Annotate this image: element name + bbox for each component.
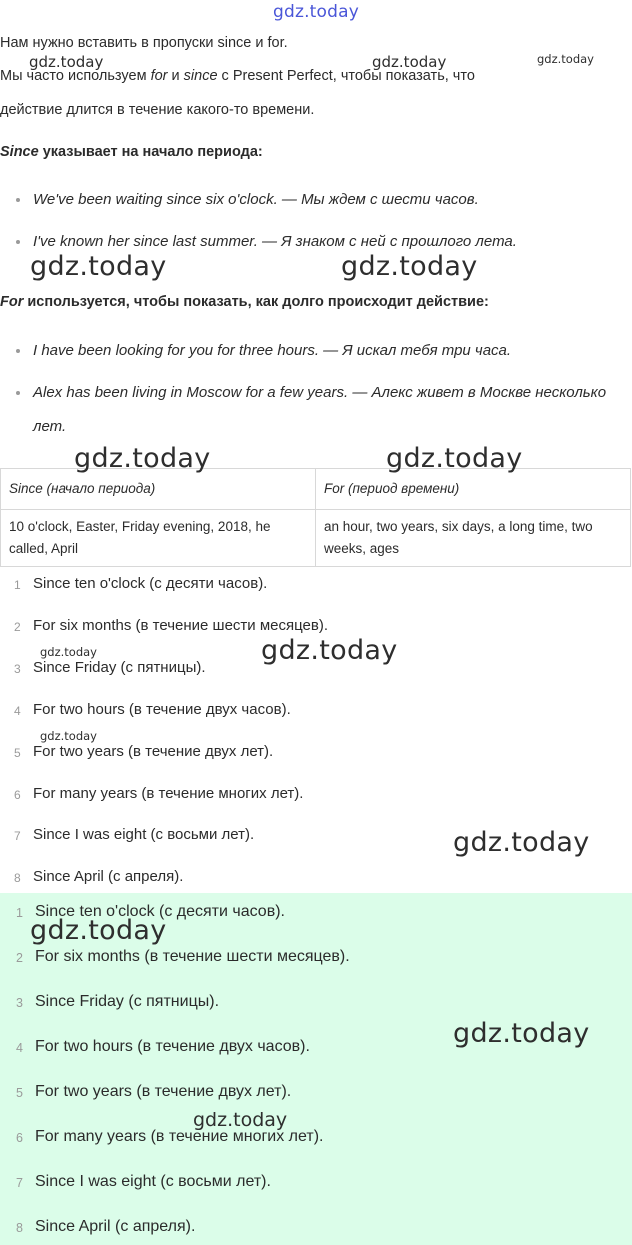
table-header-for: For (период времени): [316, 469, 631, 510]
watermark: gdz.today: [453, 827, 590, 858]
item-number: 5: [14, 746, 21, 760]
watermark: gdz.today: [453, 1018, 590, 1049]
watermark: gdz.today: [30, 915, 167, 946]
table-header-row: [1, 469, 631, 510]
item-text: For six months (в течение шести месяцев).: [35, 948, 350, 965]
since-keyword: Since: [0, 144, 39, 160]
intro-since-word: since: [183, 68, 218, 84]
item-text: For two years (в течение двух лет).: [33, 743, 274, 760]
intro-line-2: [0, 66, 475, 86]
since-example-2-text: I've known her since last summer. — Я знаком с ней с прошлого лета.: [33, 233, 517, 250]
item-text: Since April (с апреля).: [35, 1218, 196, 1235]
item-number: 4: [14, 704, 21, 718]
item-text: Since April (с апреля).: [33, 868, 184, 885]
item-text: For six months (в течение шести месяцев).: [33, 617, 328, 634]
watermark: gdz.today: [74, 443, 211, 474]
watermark: gdz.today: [386, 443, 523, 474]
item-text: For two hours (в течение двух часов).: [33, 701, 291, 718]
bullet-dot: [16, 349, 20, 353]
intro-and: и: [167, 68, 184, 84]
intro-line-2-end: с Present Perfect, чтобы показать, что: [217, 68, 475, 84]
item-text: For two years (в течение двух лет).: [35, 1083, 292, 1100]
item-text: Since ten o'clock (с десяти часов).: [33, 575, 268, 592]
item-text: Since ten o'clock (с десяти часов).: [35, 903, 285, 920]
item-number: 2: [16, 951, 23, 965]
since-heading: [0, 142, 263, 162]
item-number: 1: [16, 906, 23, 920]
for-keyword: For: [0, 294, 24, 310]
watermark: gdz.today: [372, 53, 447, 71]
item-number: 1: [14, 578, 21, 592]
bullet-dot: [16, 391, 20, 395]
table-row: [1, 510, 631, 567]
watermark: gdz.today: [40, 729, 97, 743]
item-number: 7: [14, 829, 21, 843]
for-example-2-text: Alex has been living in Moscow for a few years. — Алекс живет в Москве несколько лет.: [33, 384, 607, 435]
for-example-1-text: I have been looking for you for three hours. — Я искал тебя три часа.: [33, 342, 512, 359]
item-number: 2: [14, 620, 21, 634]
table-cell-since: 10 o'clock, Easter, Friday evening, 2018, he called, April: [1, 510, 316, 567]
for-heading: [0, 292, 489, 312]
table-cell-for: an hour, two years, six days, a long time, two weeks, ages: [316, 510, 631, 567]
watermark: gdz.today: [341, 251, 478, 282]
item-text: Since Friday (с пятницы).: [33, 659, 206, 676]
item-number: 3: [16, 996, 23, 1010]
intro-line-1: Нам нужно вставить в пропуски since и for.: [0, 35, 288, 51]
watermark: gdz.today: [40, 645, 97, 659]
item-number: 3: [14, 662, 21, 676]
item-text: Since I was eight (с восьми лет).: [35, 1173, 271, 1190]
item-number: 8: [16, 1221, 23, 1235]
watermark: gdz.today: [261, 635, 398, 666]
intro-line-2-start: Мы часто используем: [0, 68, 151, 84]
item-text: For two hours (в течение двух часов).: [35, 1038, 310, 1055]
item-number: 6: [14, 788, 21, 802]
watermark: gdz.today: [193, 1109, 288, 1131]
since-for-table: [0, 468, 631, 567]
since-heading-text: указывает на начало периода:: [38, 144, 263, 160]
bullet-dot: [16, 240, 20, 244]
item-text: Since Friday (с пятницы).: [35, 993, 220, 1010]
item-text: Since I was eight (с восьми лет).: [33, 826, 255, 843]
site-logo[interactable]: gdz.today: [272, 2, 360, 22]
item-number: 4: [16, 1041, 23, 1055]
item-number: 8: [14, 871, 21, 885]
site-header: [0, 0, 632, 26]
bullet-dot: [16, 198, 20, 202]
since-example-1-text: We've been waiting since six o'clock. — Мы ждем с шести часов.: [33, 191, 479, 208]
intro-line-3: действие длится в течение какого-то времени.: [0, 102, 315, 118]
watermark: gdz.today: [30, 251, 167, 282]
table-header-since: Since (начало периода): [1, 469, 316, 510]
intro-for-word: for: [150, 68, 168, 84]
watermark: gdz.today: [29, 53, 104, 71]
for-heading-text: используется, чтобы показать, как долго происходит действие:: [23, 294, 489, 310]
item-text: For many years (в течение многих лет).: [33, 785, 304, 802]
item-text: For many years (в течение многих лет).: [35, 1128, 324, 1145]
answer-box: [0, 893, 632, 1245]
item-number: 7: [16, 1176, 23, 1190]
item-number: 6: [16, 1131, 23, 1145]
item-number: 5: [16, 1086, 23, 1100]
watermark: gdz.today: [537, 52, 594, 66]
